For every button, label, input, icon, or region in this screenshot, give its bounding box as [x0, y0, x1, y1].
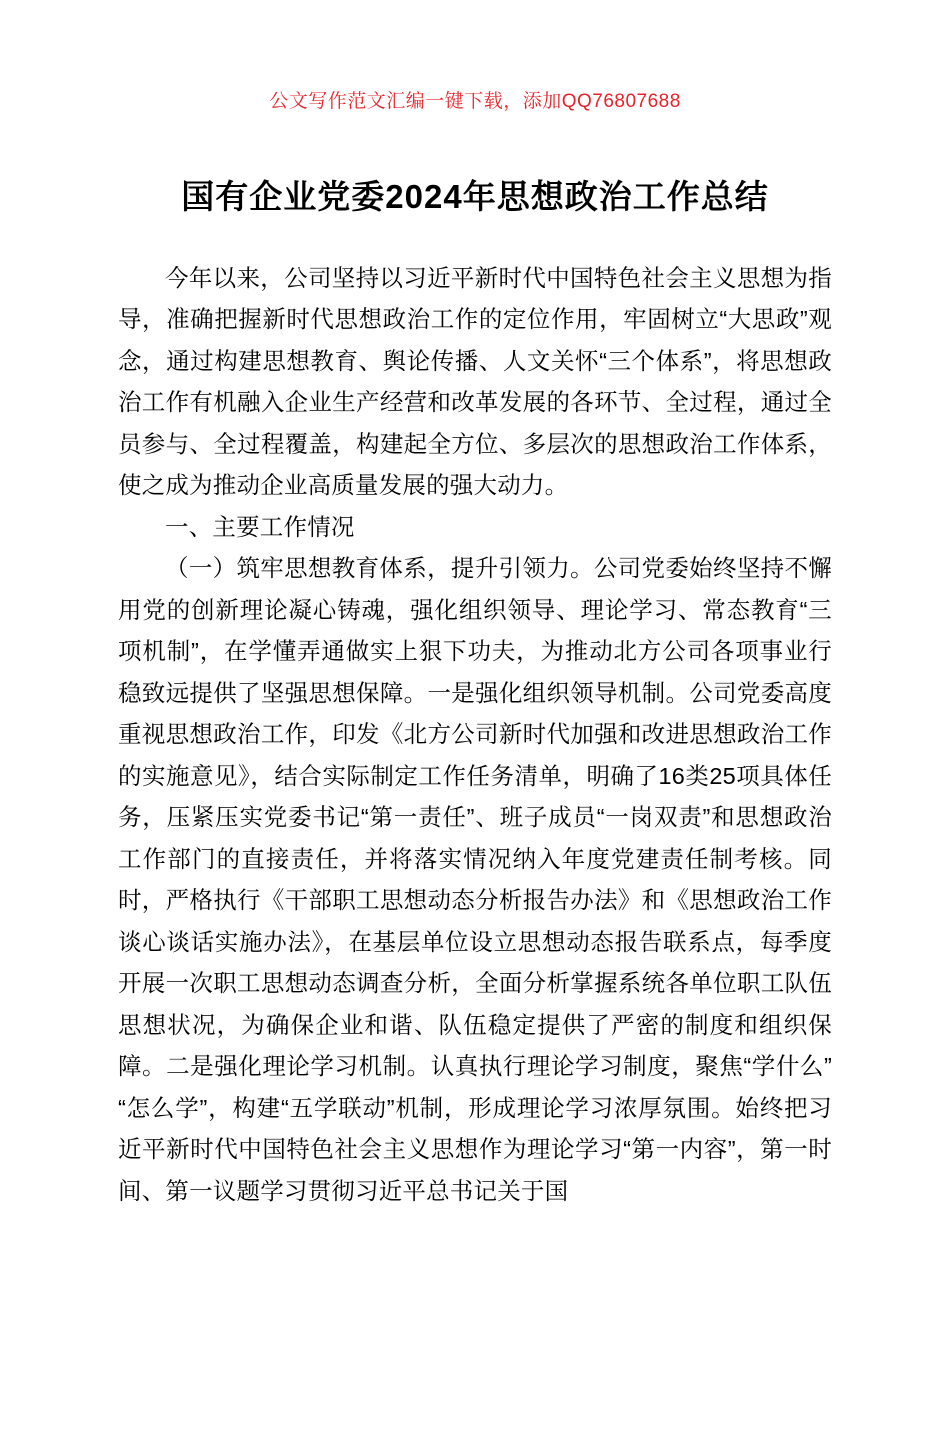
paragraph-intro: 今年以来，公司坚持以习近平新时代中国特色社会主义思想为指导，准确把握新时代思想政治工作的定位作用，牢固树立“大思政”观念，通过构建思想教育、舆论传播、人文关怀“三个体系”，将思想政治工作有机融入企业生产经营和改革发展的各环节、全过程，通过全员参与、全过程覆盖，构建起全方位、多层次的思想政治工作体系，使之成为推动企业高质量发展的强大动力。: [118, 264, 832, 499]
page-title: 国有企业党委2024年思想政治工作总结: [181, 178, 769, 215]
paragraph-section-heading-one: 一、主要工作情况: [165, 513, 355, 540]
document-body: [118, 258, 832, 1213]
paragraph-subsection-one: （一）筑牢思想教育体系，提升引领力。公司党委始终坚持不懈用党的创新理论凝心铸魂，强化组织领导、理论学习、常态教育“三项机制”，在学懂弄通做实上狠下功夫，为推动北方公司各项事业行稳致远提供了坚强思想保障。一是强化组织领导机制。公司党委高度重视思想政治工作，印发《北方公司新时代加强和改进思想政治工作的实施意见》，结合实际制定工作任务清单，明确了16类25项具体任务，压紧压实党委书记“第一责任”、班子成员“一岗双责”和思想政治工作部门的直接责任，并将落实情况纳入年度党建责任制考核。同时，严格执行《干部职工思想动态分析报告办法》和《思想政治工作谈心谈话实施办法》，在基层单位设立思想动态报告联系点，每季度开展一次职工思想动态调查分析，全面分析掌握系统各单位职工队伍思想状况，为确保企业和谐、队伍稳定提供了严密的制度和组织保障。二是强化理论学习机制。认真执行理论学习制度，聚焦“学什么”“怎么学”，构建“五学联动”机制，形成理论学习浓厚氛围。始终把习近平新时代中国特色社会主义思想作为理论学习“第一内容”，第一时间、第一议题学习贯彻习近平总书记关于国: [118, 555, 832, 1204]
document-page: [0, 86, 950, 1430]
watermark-promo-text: 公文写作范文汇编一键下载，添加QQ76807688: [269, 91, 681, 112]
